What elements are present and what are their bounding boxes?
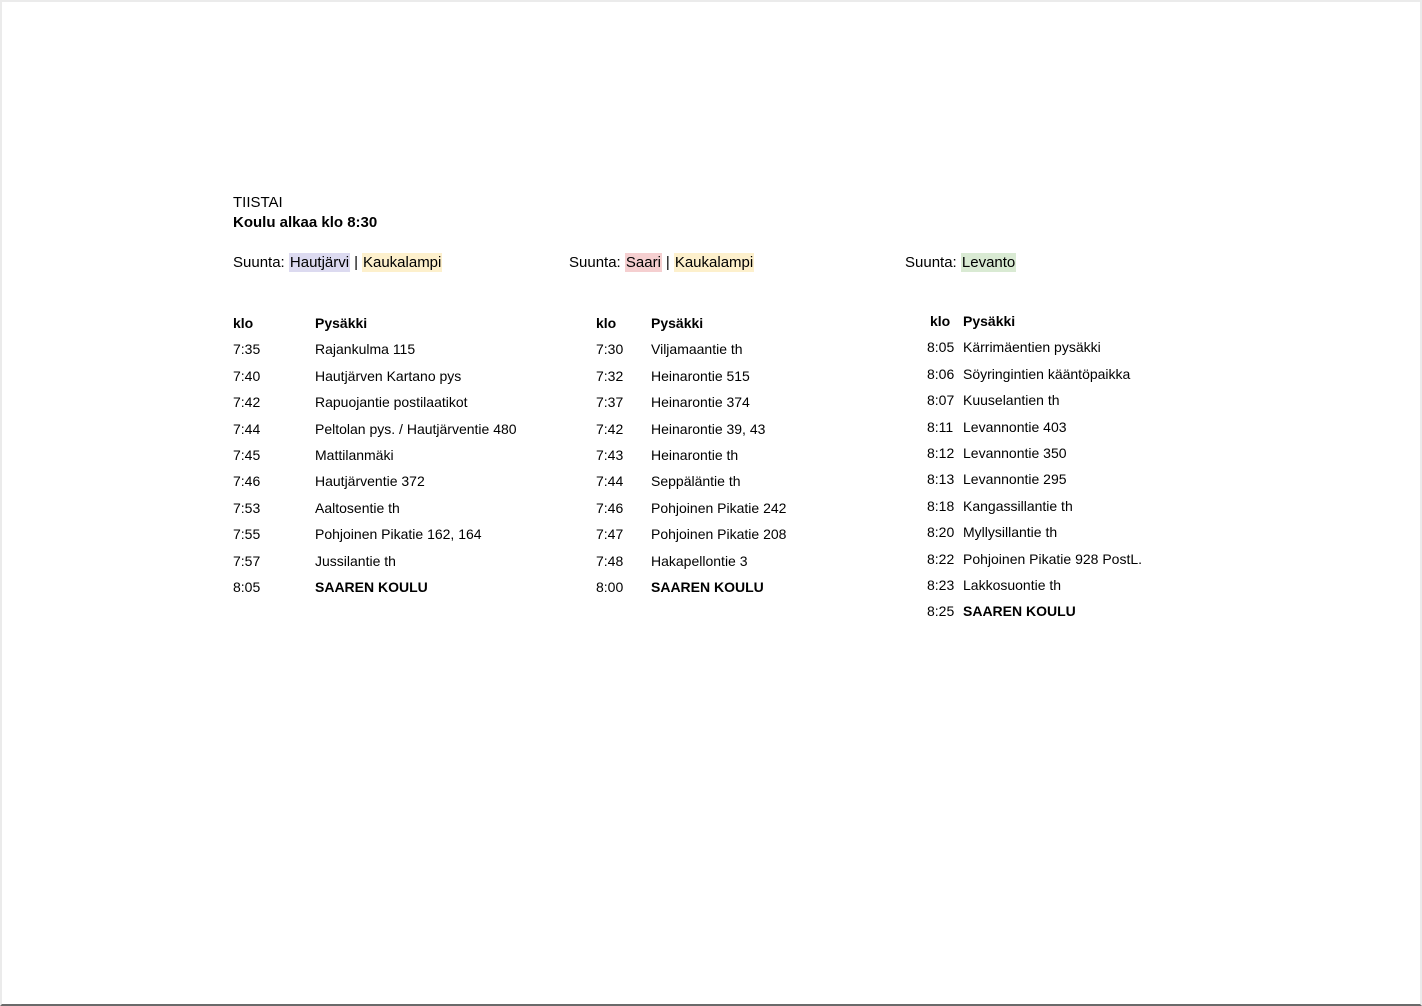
row-stop: Kuuselantien th (963, 392, 1060, 408)
row-stop: Pohjoinen Pikatie 162, 164 (315, 526, 482, 542)
row-stop: Peltolan pys. / Hautjärventie 480 (315, 421, 517, 437)
row-stop: Levannontie 403 (963, 419, 1067, 435)
direction-hautjarvi-kaukalampi (233, 254, 442, 271)
row-stop: Kärrimäentien pysäkki (963, 339, 1101, 355)
direction-separator: | (665, 254, 670, 271)
row-stop: Pohjoinen Pikatie 208 (651, 526, 787, 542)
direction-label: Suunta: (233, 254, 285, 271)
header-time: klo (233, 315, 254, 331)
row-time: 7:30 (596, 341, 624, 357)
row-time: 8:23 (927, 577, 955, 593)
row-stop: Heinarontie th (651, 447, 739, 463)
row-time: 8:13 (927, 471, 955, 487)
row-stop: SAAREN KOULU (963, 603, 1076, 619)
header-stop: Pysäkki (963, 313, 1016, 329)
row-time: 8:07 (927, 392, 955, 408)
row-stop: Pohjoinen Pikatie 242 (651, 500, 787, 516)
row-stop: Rapuojantie postilaatikot (315, 394, 468, 410)
row-time: 8:20 (927, 524, 955, 540)
row-time: 7:57 (233, 553, 261, 569)
row-stop: Rajankulma 115 (315, 341, 416, 357)
row-time: 7:37 (596, 394, 624, 410)
row-time: 8:25 (927, 603, 955, 619)
row-stop: Jussilantie th (315, 553, 396, 569)
row-stop: Hakapellontie 3 (651, 553, 748, 569)
row-stop: Myllysillantie th (963, 524, 1058, 540)
row-stop: Aaltosentie th (315, 500, 400, 516)
row-stop: Mattilanmäki (315, 447, 394, 463)
row-time: 7:55 (233, 526, 261, 542)
row-time: 8:11 (927, 419, 954, 435)
row-time: 7:48 (596, 553, 624, 569)
row-stop: Pohjoinen Pikatie 928 PostL. (963, 551, 1143, 567)
area-kaukalampi: Kaukalampi (362, 254, 442, 271)
row-time: 8:22 (927, 551, 955, 567)
row-time: 7:42 (596, 421, 624, 437)
header-stop: Pysäkki (315, 315, 368, 331)
row-time: 7:35 (233, 341, 261, 357)
day-heading: TIISTAI (233, 194, 283, 211)
area-hautjarvi: Hautjärvi (289, 254, 350, 271)
school-start-heading: Koulu alkaa klo 8:30 (233, 214, 378, 231)
direction-levanto (905, 254, 1016, 271)
row-time: 8:05 (927, 339, 955, 355)
header-stop: Pysäkki (651, 315, 704, 331)
row-time: 8:12 (927, 445, 955, 461)
row-time: 7:32 (596, 368, 624, 384)
row-stop: Kangassillantie th (963, 498, 1073, 514)
direction-separator: | (354, 254, 358, 271)
row-stop: Söyringintien kääntöpaikka (963, 366, 1131, 382)
area-saari: Saari (625, 254, 661, 271)
row-time: 8:06 (927, 366, 955, 382)
row-time: 7:46 (233, 473, 261, 489)
row-stop: Viljamaantie th (651, 341, 743, 357)
row-stop: Lakkosuontie th (963, 577, 1062, 593)
row-time: 7:44 (233, 421, 261, 437)
row-stop: SAAREN KOULU (651, 579, 764, 595)
header-time: klo (930, 313, 951, 329)
direction-saari-kaukalampi (569, 254, 754, 271)
row-time: 7:40 (233, 368, 261, 384)
direction-label: Suunta: (905, 254, 957, 271)
row-stop: SAAREN KOULU (315, 579, 428, 595)
row-time: 7:47 (596, 526, 624, 542)
direction-label: Suunta: (569, 254, 621, 271)
row-time: 7:44 (596, 473, 624, 489)
row-stop: Heinarontie 515 (651, 368, 750, 384)
row-time: 7:46 (596, 500, 624, 516)
row-stop: Heinarontie 39, 43 (651, 421, 766, 437)
row-stop: Hautjärventie 372 (315, 473, 425, 489)
row-stop: Levannontie 350 (963, 445, 1067, 461)
row-time: 8:05 (233, 579, 261, 595)
row-stop: Levannontie 295 (963, 471, 1067, 487)
row-time: 7:43 (596, 447, 624, 463)
row-time: 7:45 (233, 447, 261, 463)
row-stop: Heinarontie 374 (651, 394, 750, 410)
row-time: 8:18 (927, 498, 955, 514)
row-time: 7:53 (233, 500, 261, 516)
row-stop: Seppäläntie th (651, 473, 741, 489)
area-levanto: Levanto (961, 254, 1016, 271)
row-stop: Hautjärven Kartano pys (315, 368, 462, 384)
row-time: 7:42 (233, 394, 261, 410)
area-kaukalampi: Kaukalampi (674, 254, 754, 271)
header-time: klo (596, 315, 617, 331)
row-time: 8:00 (596, 579, 624, 595)
